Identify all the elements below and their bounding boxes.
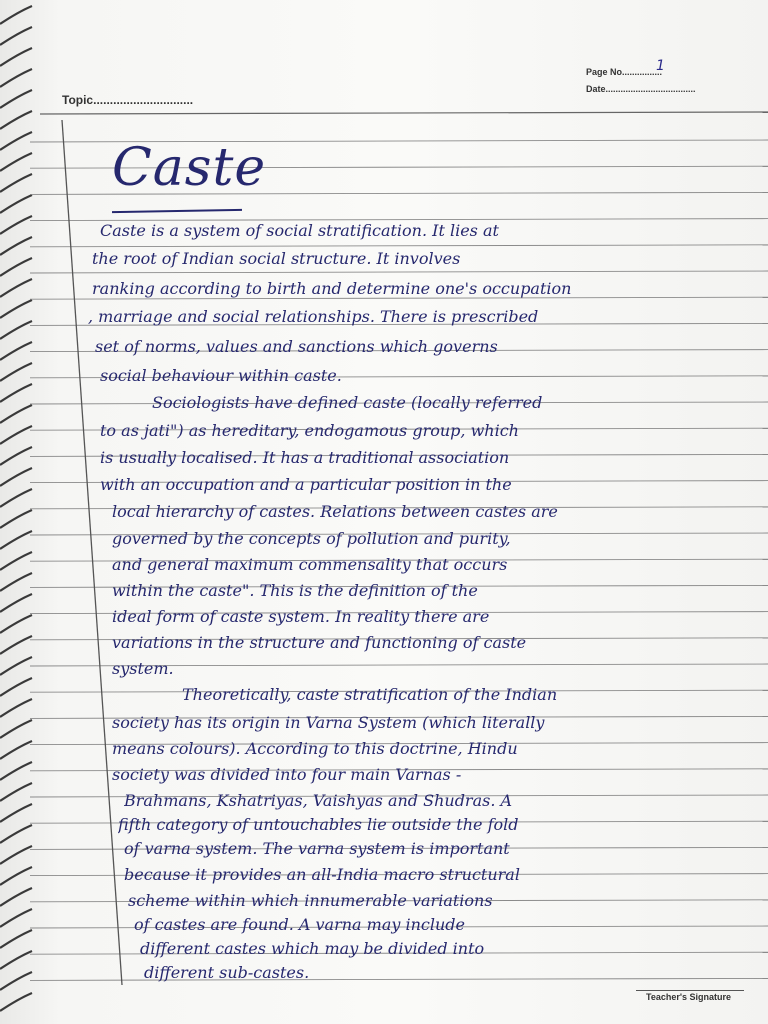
note-line: Theoretically, caste stratification of the Indian xyxy=(182,685,558,704)
note-line: Caste is a system of social stratification. It lies at xyxy=(100,221,499,240)
note-line: is usually localised. It has a traditional association xyxy=(100,448,510,467)
note-line: different castes which may be divided into xyxy=(140,939,485,958)
note-line: ranking according to birth and determine one's occupation xyxy=(92,279,572,298)
note-line: because it provides an all-India macro structural xyxy=(124,865,520,884)
note-line: means colours). According to this doctrine, Hindu xyxy=(112,739,518,758)
note-line: within the caste". This is the definition of the xyxy=(112,581,478,600)
page-number-value: 1 xyxy=(656,58,665,74)
note-line: of castes are found. A varna may include xyxy=(134,915,466,934)
note-line: society was divided into four main Varnas - xyxy=(112,765,462,784)
note-line: of varna system. The varna system is important xyxy=(124,839,510,858)
note-line: set of norms, values and sanctions which governs xyxy=(95,337,498,356)
note-title: Caste xyxy=(112,138,267,198)
topic-label: Topic.............................. xyxy=(62,93,194,107)
note-line: variations in the structure and functioning of caste xyxy=(112,633,527,652)
note-line: governed by the concepts of pollution and purity, xyxy=(112,529,511,548)
note-line: to as jati") as hereditary, endogamous group, which xyxy=(100,421,519,440)
note-line: fifth category of untouchables lie outside the fold xyxy=(118,815,519,834)
signature-line xyxy=(636,990,744,991)
note-line: Sociologists have defined caste (locally referred xyxy=(152,393,543,412)
note-line: system. xyxy=(112,659,174,678)
note-line: social behaviour within caste. xyxy=(100,366,342,385)
teacher-signature-label: Teacher's Signature xyxy=(646,992,732,1002)
note-line: society has its origin in Varna System (which literally xyxy=(112,713,545,732)
note-line: with an occupation and a particular position in the xyxy=(100,475,512,494)
header-rule xyxy=(40,112,768,114)
date-label: Date.................................... xyxy=(586,84,696,94)
note-line: ideal form of caste system. In reality there are xyxy=(112,607,490,626)
note-line: the root of Indian social structure. It involves xyxy=(92,249,461,268)
page-number-label: Page No................ xyxy=(586,67,663,77)
note-line: and general maximum commensality that occurs xyxy=(112,555,508,574)
note-line: scheme within which innumerable variations xyxy=(128,891,493,910)
note-line: Brahmans, Kshatriyas, Vaishyas and Shudras. A xyxy=(124,791,513,810)
note-line: , marriage and social relationships. There is prescribed xyxy=(88,307,539,326)
note-line: local hierarchy of castes. Relations between castes are xyxy=(112,502,558,521)
note-line: different sub-castes. xyxy=(144,963,310,982)
